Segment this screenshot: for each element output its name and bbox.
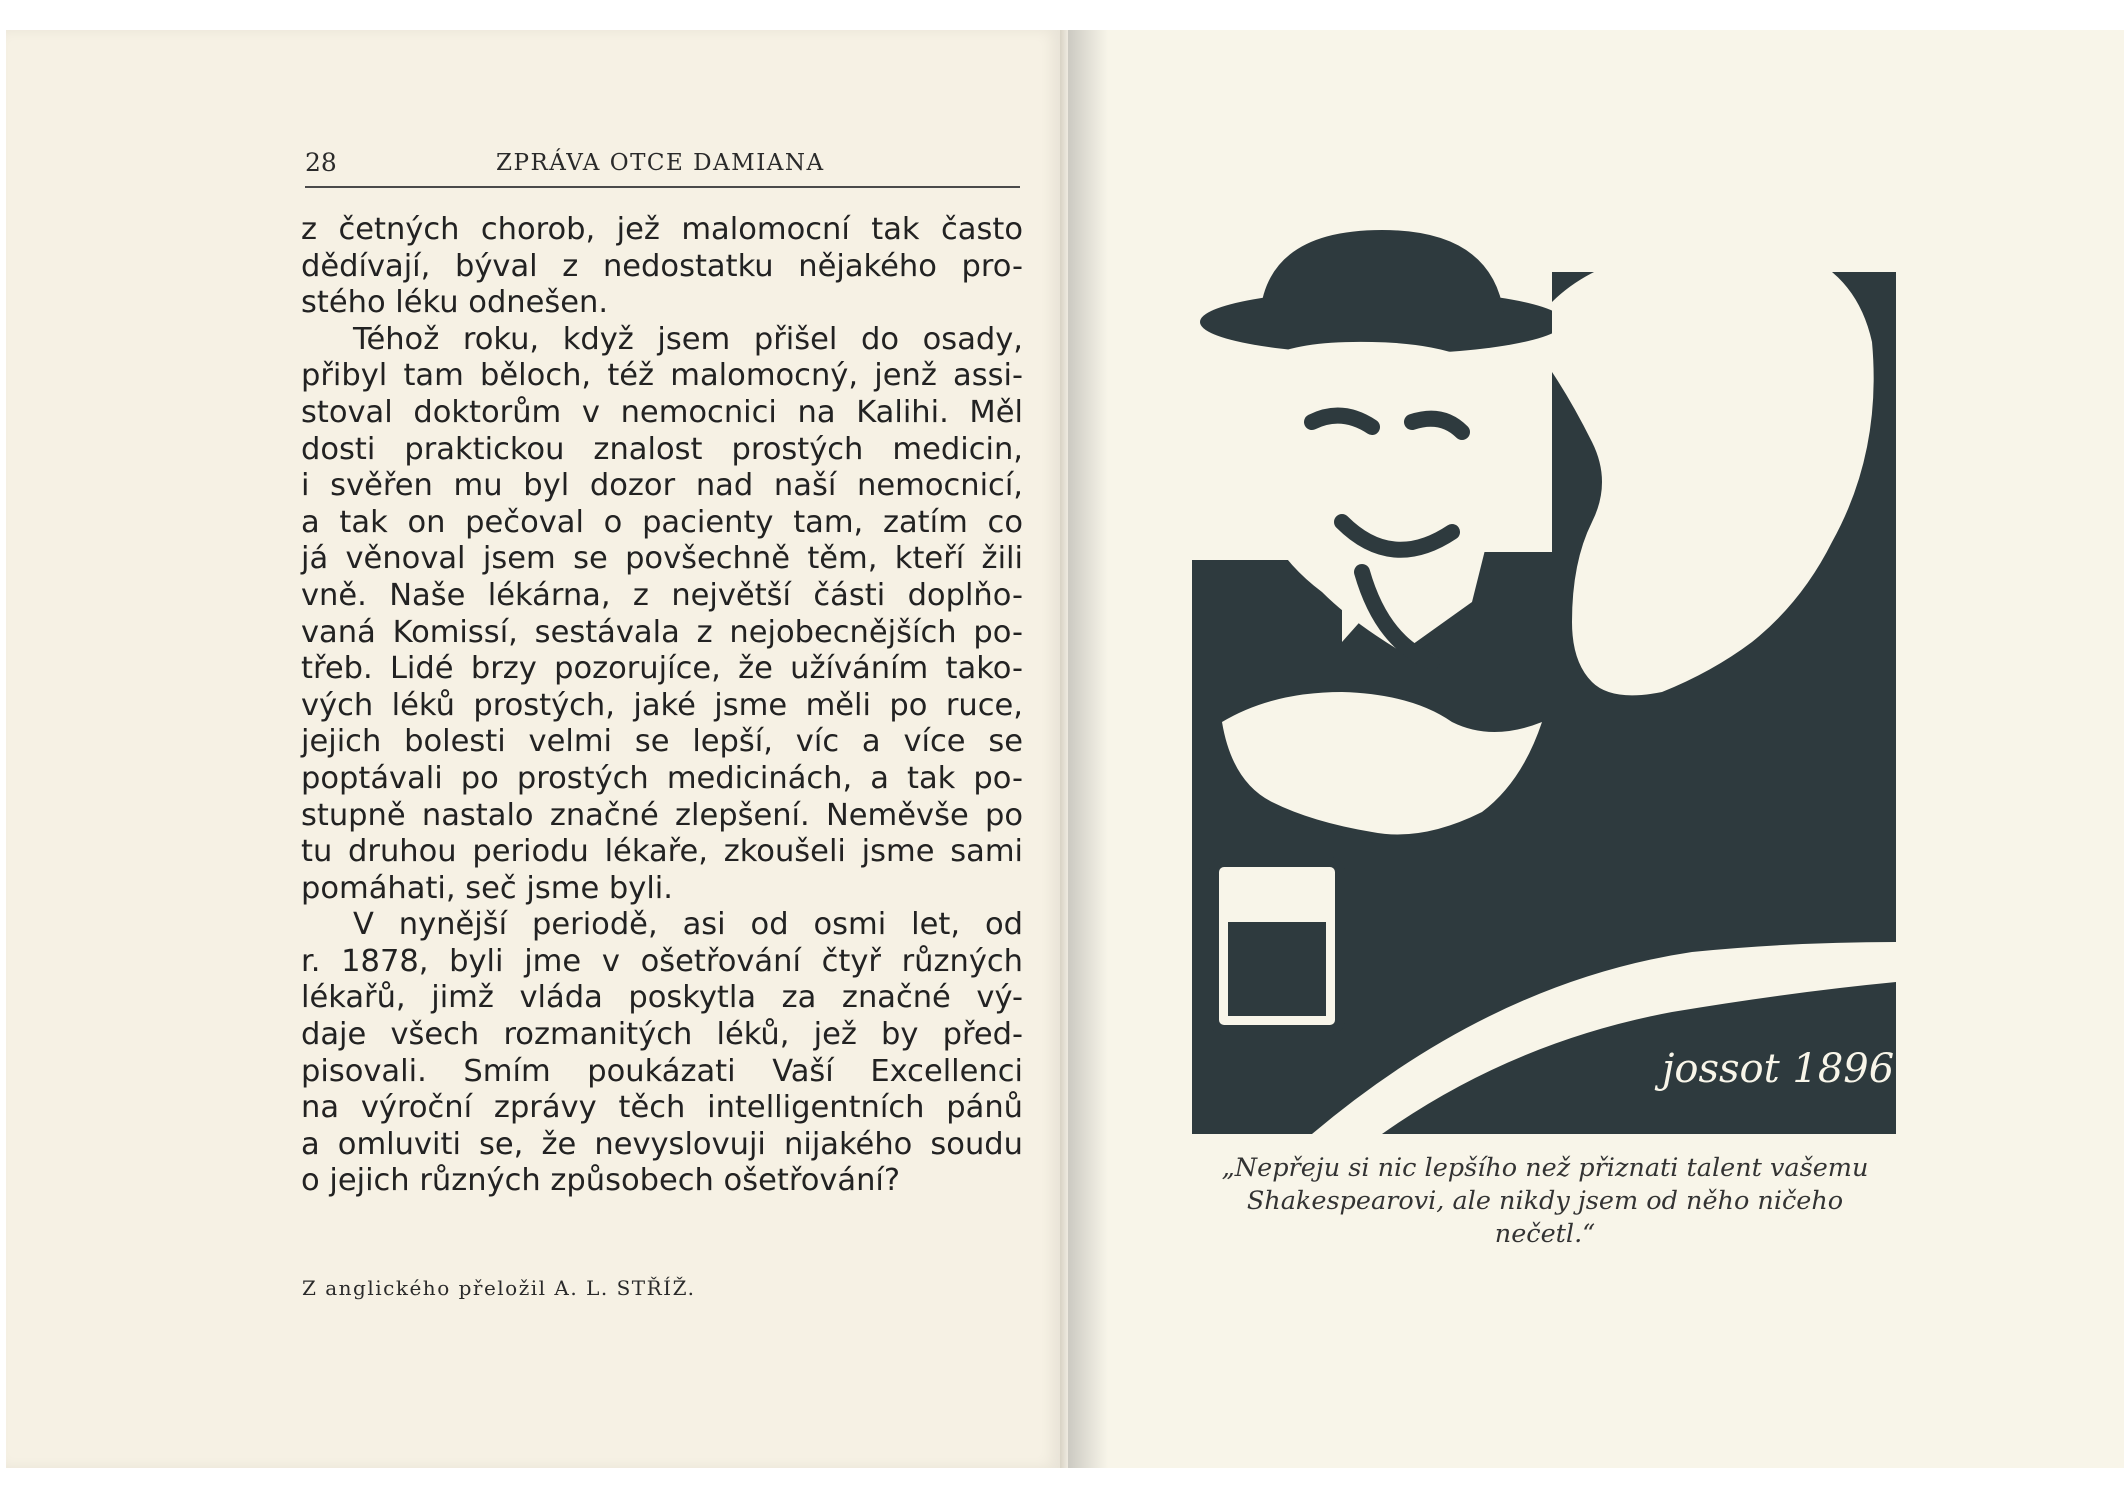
text-line: třeb. Lidé brzy pozorujíce, že užíváním tako-: [301, 651, 1023, 687]
text-line: pomáhati, seč jsme byli.: [301, 870, 673, 906]
text-line: dosti praktickou znalost prostých medicin,: [301, 431, 1023, 467]
page-shadow: [1068, 30, 1108, 1468]
text-line: já věnoval jsem se povšechně těm, kteří žili: [301, 541, 1023, 577]
text-line: přibyl tam běloch, též malomocný, jenž assi-: [301, 358, 1023, 394]
text-line: dědívají, býval z nedostatku nějakého pro-: [301, 248, 1023, 284]
text-line: vaná Komissí, sestávala z nejobecnějších po-: [301, 614, 1023, 650]
text-line: poptávali po prostých medicinách, a tak po-: [301, 760, 1023, 796]
text-line: na výroční zprávy těch intelligentních pánů: [301, 1090, 1023, 1126]
text-line: tu druhou periodu lékaře, zkoušeli jsme sami: [301, 834, 1023, 870]
text-line: V nynější periodě, asi od osmi let, od: [353, 907, 1023, 943]
text-line: i svěřen mu byl dozor nad naší nemocnicí,: [301, 468, 1023, 504]
text-line: jejich bolesti velmi se lepší, víc a více se: [301, 724, 1023, 760]
text-line: r. 1878, byli jme v ošetřování čtyř různých: [301, 943, 1023, 979]
text-line: z četných chorob, jež malomocní tak často: [301, 212, 1023, 247]
book-gutter: [1060, 30, 1068, 1468]
caption-line: „Nepřeju si nic lepšího než přiznati talent vašemu: [1221, 1153, 1869, 1183]
text-line: stoval doktorům v nemocnici na Kalihi. Měl: [301, 394, 1023, 430]
text-line: stého léku odnešen.: [301, 285, 609, 321]
text-line: o jejich různých způsobech ošetřování?: [301, 1163, 901, 1199]
body-text: [301, 212, 1023, 1200]
text-line: vně. Naše lékárna, z největší části doplňo-: [301, 577, 1023, 613]
hat-crown: [1260, 230, 1504, 314]
glass: [1214, 862, 1340, 1030]
text-line: stupně nastalo značné zlepšení. Neměvše po: [301, 797, 1023, 833]
text-line: pisovali. Smím poukázati Vaší Excellenci: [301, 1053, 1023, 1089]
text-line: a omluviti se, že nevyslovuji nijakého soudu: [301, 1126, 1023, 1162]
text-line: a tak on pečoval o pacienty tam, zatím co: [301, 504, 1023, 540]
text-line: vých léků prostých, jaké jsme měli po ruce,: [301, 687, 1023, 723]
translator-note: Z anglického přeložil A. L. STŘÍŽ.: [302, 1276, 696, 1300]
text-line: daje všech rozmanitých léků, jež by před-: [301, 1017, 1023, 1053]
woodcut-illustration: [1192, 222, 1896, 1134]
text-line: Téhož roku, když jsem přišel do osady,: [353, 321, 1023, 357]
artist-signature: jossot 1896: [1662, 1046, 1895, 1092]
running-title: ZPRÁVA OTCE DAMIANA: [496, 150, 825, 176]
illustration-caption: [1200, 1152, 1890, 1251]
caption-line: Shakespearovi, ale nikdy jsem od něho ničeho: [1246, 1186, 1844, 1216]
page-number: 28: [305, 148, 337, 177]
running-head: [305, 148, 1020, 188]
text-line: lékařů, jimž vláda poskytla za značné vý-: [301, 980, 1023, 1016]
caption-line: nečetl.“: [1494, 1219, 1596, 1249]
